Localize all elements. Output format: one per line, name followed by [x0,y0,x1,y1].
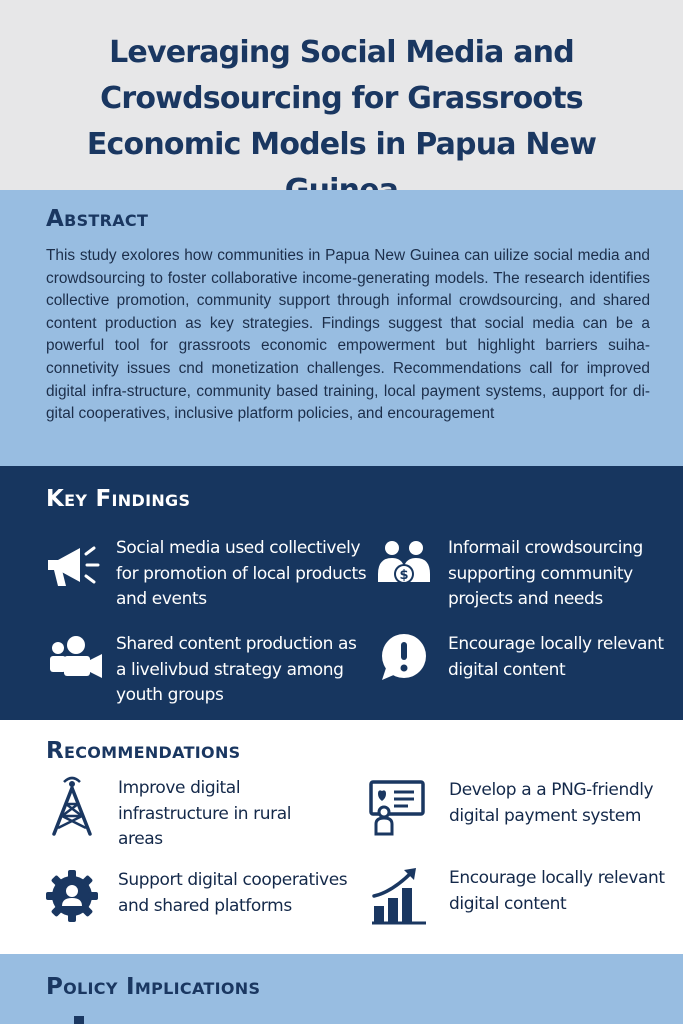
policy-section [0,954,683,1024]
finding-text: Shared content production as a livelivbud strategy among youth groups [116,634,357,705]
recommendation-text: Improve digital infrastructure in rural areas [118,778,292,849]
svg-text:$: $ [399,568,409,583]
finding-text: Social media used collectively for promotion of local products and events [116,538,367,609]
tower-icon [46,776,106,836]
presentation-icon [368,778,428,838]
page-title: Leveraging Social Media and Crowdsourcing for Grassroots Economic Models in Papua New [86,35,597,162]
recommendation-text: Develop a a PNG-friendly digital payment system [449,780,654,826]
finding-text: Informail crowdsourcing supporting community projects and needs [448,538,643,609]
recommendations-section [0,720,683,954]
community-money-icon [376,536,436,596]
title-banner [0,0,683,190]
recommendation-text: Support digital cooperatives and shared platforms [118,870,348,916]
abstract-text: This study exolores how communities in Papua New Guinea can uilize social media and crowdsourcing to foster collaborative income-generating models. The research identifies collective promotion, community support through informal crowdsourcing, and shared content production as key strategies. Findings suggest that social media can be a powerful tool for grassroots economic empowerment but highlight barriers suiha-connetivity issues cnd monetization challenges. Recommendations call for improved digital infra-structure, community based training, local payment systems, aupport for di-gital cooperatives, inclusive platform policies, and encouragement [46,247,650,423]
key-findings-heading: Key Findings [46,486,191,512]
finding-text: Encourage locally relevant digital content [448,634,664,680]
video-group-icon [44,632,104,692]
exclamation-bubble-icon [376,632,436,692]
abstract-heading: Abstract [46,206,149,232]
recommendation-text: Encourage locally relevant digital content [449,868,665,914]
growth-chart-icon [372,866,432,926]
key-findings-section [0,466,683,720]
abstract-section [0,190,683,466]
megaphone-icon [44,536,104,596]
policy-bullet-icon [74,1016,84,1024]
recommendations-heading: Recommendations [46,738,241,764]
policy-heading: Policy Implications [46,974,261,1000]
cooperative-gear-icon [44,868,104,928]
